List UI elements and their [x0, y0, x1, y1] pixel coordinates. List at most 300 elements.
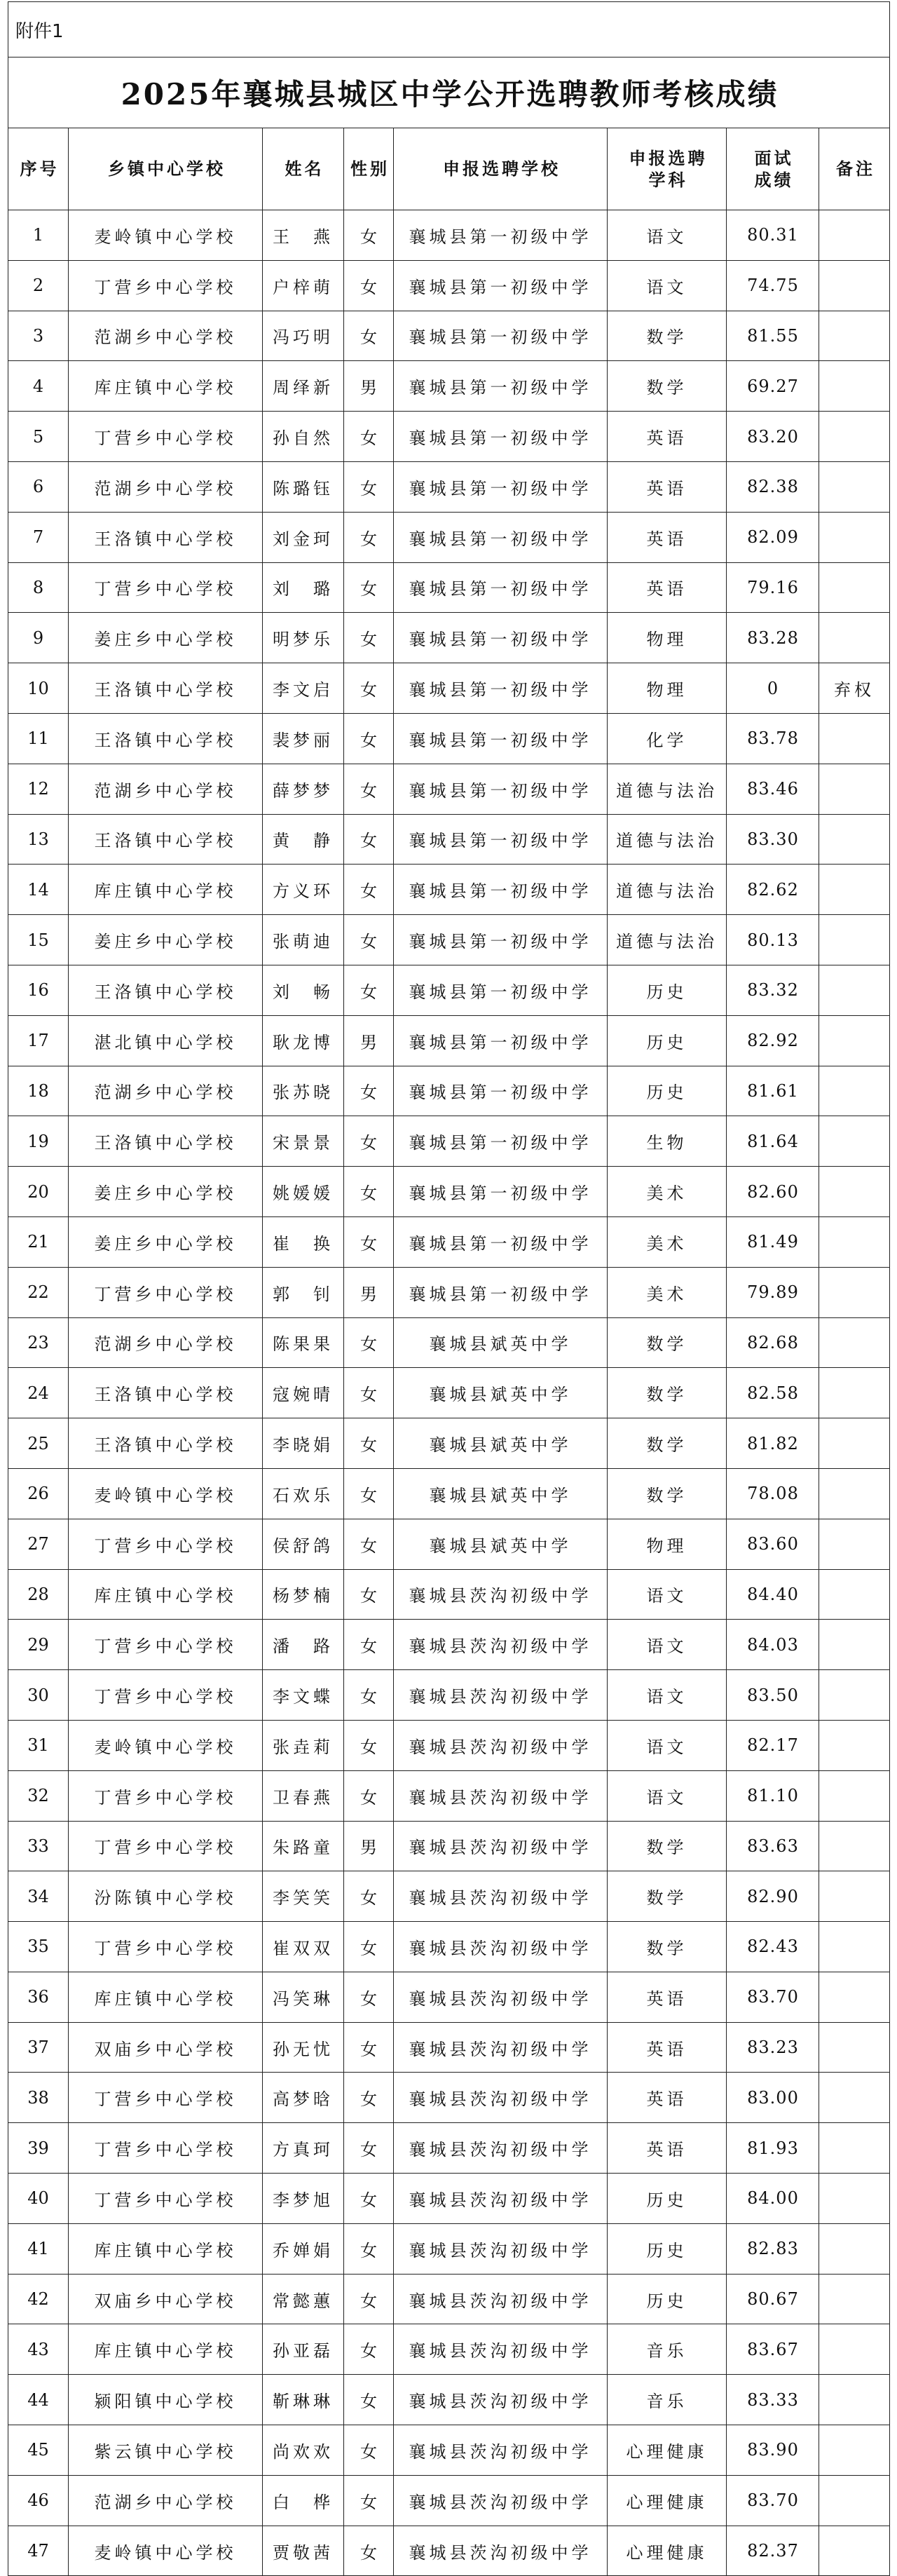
- cell-town-school: 麦岭镇中心学校: [69, 1468, 263, 1519]
- cell-name: 李文启: [263, 663, 344, 714]
- cell-remark: [819, 1317, 890, 1368]
- cell-town-school: 王洛镇中心学校: [69, 512, 263, 562]
- cell-subject: 英语: [608, 512, 727, 562]
- cell-name: 刘 璐: [263, 562, 344, 613]
- cell-town-school: 库庄镇中心学校: [69, 1972, 263, 2022]
- cell-score: 83.33: [727, 2375, 819, 2425]
- cell-remark: [819, 1519, 890, 1569]
- cell-target-school: 襄城县第一初级中学: [394, 1116, 608, 1167]
- cell-subject: 历史: [608, 2174, 727, 2224]
- cell-subject: 音乐: [608, 2324, 727, 2375]
- cell-name: 黄 静: [263, 814, 344, 865]
- cell-town-school: 姜庄乡中心学校: [69, 915, 263, 965]
- cell-target-school: 襄城县第一初级中学: [394, 915, 608, 965]
- cell-town-school: 丁营乡中心学校: [69, 412, 263, 462]
- cell-target-school: 襄城县茨沟初级中学: [394, 2174, 608, 2224]
- cell-gender: 女: [344, 2526, 394, 2576]
- cell-score: 81.64: [727, 1116, 819, 1167]
- header-score: [727, 128, 819, 210]
- cell-target-school: 襄城县第一初级中学: [394, 311, 608, 361]
- table-row: [8, 764, 890, 814]
- cell-gender: 女: [344, 1519, 394, 1569]
- cell-score: 82.68: [727, 1317, 819, 1368]
- table-row: [8, 2123, 890, 2174]
- cell-town-school: 丁营乡中心学校: [69, 2123, 263, 2174]
- cell-seq: 43: [8, 2324, 69, 2375]
- cell-subject: 数学: [608, 1418, 727, 1469]
- cell-seq: 8: [8, 562, 69, 613]
- cell-gender: 女: [344, 1418, 394, 1469]
- table-row: [8, 1216, 890, 1267]
- cell-town-school: 王洛镇中心学校: [69, 1418, 263, 1469]
- cell-target-school: 襄城县茨沟初级中学: [394, 2375, 608, 2425]
- table-row: [8, 1116, 890, 1167]
- cell-remark: [819, 814, 890, 865]
- cell-gender: 女: [344, 663, 394, 714]
- cell-town-school: 颍阳镇中心学校: [69, 2375, 263, 2425]
- cell-town-school: 王洛镇中心学校: [69, 965, 263, 1015]
- cell-town-school: 双庙乡中心学校: [69, 2022, 263, 2073]
- cell-town-school: 丁营乡中心学校: [69, 260, 263, 311]
- cell-town-school: 紫云镇中心学校: [69, 2425, 263, 2476]
- cell-gender: 女: [344, 2274, 394, 2324]
- cell-town-school: 丁营乡中心学校: [69, 2073, 263, 2123]
- cell-remark: [819, 1216, 890, 1267]
- cell-score: 83.67: [727, 2324, 819, 2375]
- cell-gender: 女: [344, 1116, 394, 1167]
- cell-seq: 20: [8, 1167, 69, 1217]
- cell-seq: 29: [8, 1620, 69, 1670]
- cell-name: 乔婵娟: [263, 2223, 344, 2274]
- cell-town-school: 王洛镇中心学校: [69, 1116, 263, 1167]
- cell-gender: 女: [344, 915, 394, 965]
- cell-subject: 道德与法治: [608, 764, 727, 814]
- cell-seq: 37: [8, 2022, 69, 2073]
- table-row: [8, 1972, 890, 2022]
- cell-score: 82.60: [727, 1167, 819, 1217]
- cell-seq: 18: [8, 1066, 69, 1116]
- header-name: 姓名: [263, 128, 344, 210]
- cell-town-school: 库庄镇中心学校: [69, 1569, 263, 1620]
- cell-score: 78.08: [727, 1468, 819, 1519]
- cell-gender: 女: [344, 713, 394, 764]
- cell-remark: [819, 2475, 890, 2526]
- cell-name: 李晓娟: [263, 1418, 344, 1469]
- cell-score: 83.28: [727, 613, 819, 663]
- cell-target-school: 襄城县第一初级中学: [394, 663, 608, 714]
- table-row: [8, 1015, 890, 1066]
- cell-name: 常懿蕙: [263, 2274, 344, 2324]
- cell-score: 84.00: [727, 2174, 819, 2224]
- cell-subject: 美术: [608, 1167, 727, 1217]
- cell-target-school: 襄城县第一初级中学: [394, 1015, 608, 1066]
- cell-remark: [819, 1871, 890, 1922]
- cell-remark: [819, 613, 890, 663]
- cell-score: 79.16: [727, 562, 819, 613]
- table-row: [8, 2022, 890, 2073]
- table-row: [8, 2526, 890, 2576]
- cell-seq: 24: [8, 1368, 69, 1418]
- cell-gender: 女: [344, 311, 394, 361]
- cell-remark: [819, 562, 890, 613]
- cell-target-school: 襄城县茨沟初级中学: [394, 1922, 608, 1972]
- cell-town-school: 范湖乡中心学校: [69, 764, 263, 814]
- cell-town-school: 库庄镇中心学校: [69, 865, 263, 915]
- cell-remark: [819, 1670, 890, 1721]
- cell-target-school: 襄城县第一初级中学: [394, 1216, 608, 1267]
- cell-gender: 女: [344, 2123, 394, 2174]
- cell-subject: 数学: [608, 1368, 727, 1418]
- cell-score: 83.00: [727, 2073, 819, 2123]
- cell-name: 李笑笑: [263, 1871, 344, 1922]
- cell-seq: 7: [8, 512, 69, 562]
- cell-remark: [819, 2375, 890, 2425]
- cell-score: 69.27: [727, 361, 819, 412]
- table-row: [8, 461, 890, 512]
- cell-score: 83.70: [727, 2475, 819, 2526]
- cell-seq: 15: [8, 915, 69, 965]
- header-subject-line2: 学科: [648, 170, 688, 190]
- cell-seq: 47: [8, 2526, 69, 2576]
- cell-score: 80.67: [727, 2274, 819, 2324]
- header-score-line2: 成绩: [754, 170, 794, 190]
- cell-target-school: 襄城县茨沟初级中学: [394, 1670, 608, 1721]
- cell-gender: 女: [344, 1620, 394, 1670]
- cell-town-school: 姜庄乡中心学校: [69, 1216, 263, 1267]
- cell-subject: 历史: [608, 2274, 727, 2324]
- cell-name: 朱路童: [263, 1821, 344, 1871]
- cell-target-school: 襄城县茨沟初级中学: [394, 2526, 608, 2576]
- cell-subject: 数学: [608, 1317, 727, 1368]
- cell-target-school: 襄城县第一初级中学: [394, 613, 608, 663]
- cell-name: 孙亚磊: [263, 2324, 344, 2375]
- table-row: [8, 1770, 890, 1821]
- cell-name: 高梦晗: [263, 2073, 344, 2123]
- cell-subject: 语文: [608, 1670, 727, 1721]
- cell-subject: 物理: [608, 663, 727, 714]
- cell-town-school: 丁营乡中心学校: [69, 1620, 263, 1670]
- cell-subject: 英语: [608, 562, 727, 613]
- table-row: [8, 713, 890, 764]
- cell-name: 周绎新: [263, 361, 344, 412]
- cell-remark: [819, 1418, 890, 1469]
- cell-seq: 3: [8, 311, 69, 361]
- cell-subject: 心理健康: [608, 2425, 727, 2476]
- cell-seq: 25: [8, 1418, 69, 1469]
- cell-remark: [819, 412, 890, 462]
- cell-gender: 女: [344, 562, 394, 613]
- cell-seq: 19: [8, 1116, 69, 1167]
- cell-town-school: 丁营乡中心学校: [69, 2174, 263, 2224]
- cell-town-school: 范湖乡中心学校: [69, 461, 263, 512]
- cell-remark: [819, 1770, 890, 1821]
- table-row: [8, 412, 890, 462]
- cell-subject: 语文: [608, 1569, 727, 1620]
- cell-name: 杨梦楠: [263, 1569, 344, 1620]
- cell-seq: 39: [8, 2123, 69, 2174]
- cell-town-school: 麦岭镇中心学校: [69, 210, 263, 261]
- cell-target-school: 襄城县茨沟初级中学: [394, 1720, 608, 1770]
- cell-score: 83.50: [727, 1670, 819, 1721]
- table-row: [8, 915, 890, 965]
- table-row: [8, 1267, 890, 1317]
- header-gender: 性别: [344, 128, 394, 210]
- cell-remark: [819, 1167, 890, 1217]
- cell-subject: 历史: [608, 2223, 727, 2274]
- cell-score: 81.82: [727, 1418, 819, 1469]
- cell-seq: 11: [8, 713, 69, 764]
- cell-seq: 45: [8, 2425, 69, 2476]
- cell-subject: 数学: [608, 311, 727, 361]
- cell-remark: [819, 764, 890, 814]
- cell-target-school: 襄城县第一初级中学: [394, 461, 608, 512]
- cell-remark: [819, 361, 890, 412]
- cell-town-school: 王洛镇中心学校: [69, 814, 263, 865]
- table-row: [8, 865, 890, 915]
- cell-gender: 女: [344, 965, 394, 1015]
- cell-seq: 34: [8, 1871, 69, 1922]
- cell-score: 82.43: [727, 1922, 819, 1972]
- cell-score: 82.37: [727, 2526, 819, 2576]
- header-target-school: 申报选聘学校: [394, 128, 608, 210]
- cell-seq: 40: [8, 2174, 69, 2224]
- cell-target-school: 襄城县第一初级中学: [394, 210, 608, 261]
- cell-score: 81.49: [727, 1216, 819, 1267]
- cell-town-school: 王洛镇中心学校: [69, 663, 263, 714]
- cell-name: 明梦乐: [263, 613, 344, 663]
- cell-town-school: 湛北镇中心学校: [69, 1015, 263, 1066]
- cell-town-school: 库庄镇中心学校: [69, 2223, 263, 2274]
- table-row: [8, 814, 890, 865]
- attachment-row: [8, 2, 890, 57]
- cell-subject: 道德与法治: [608, 865, 727, 915]
- cell-remark: [819, 210, 890, 261]
- cell-target-school: 襄城县斌英中学: [394, 1317, 608, 1368]
- table-row: [8, 1720, 890, 1770]
- cell-subject: 语文: [608, 1620, 727, 1670]
- cell-name: 陈果果: [263, 1317, 344, 1368]
- cell-gender: 女: [344, 2223, 394, 2274]
- cell-town-school: 汾陈镇中心学校: [69, 1871, 263, 1922]
- cell-name: 刘金珂: [263, 512, 344, 562]
- cell-remark: [819, 512, 890, 562]
- cell-subject: 历史: [608, 1015, 727, 1066]
- cell-remark: [819, 915, 890, 965]
- cell-town-school: 丁营乡中心学校: [69, 1267, 263, 1317]
- cell-target-school: 襄城县茨沟初级中学: [394, 2324, 608, 2375]
- cell-seq: 5: [8, 412, 69, 462]
- cell-subject: 心理健康: [608, 2526, 727, 2576]
- cell-score: 82.90: [727, 1871, 819, 1922]
- cell-gender: 女: [344, 1720, 394, 1770]
- cell-remark: [819, 1972, 890, 2022]
- cell-subject: 英语: [608, 2073, 727, 2123]
- header-score-line1: 面试: [754, 147, 794, 168]
- table-row: [8, 2073, 890, 2123]
- cell-town-school: 丁营乡中心学校: [69, 562, 263, 613]
- cell-gender: 女: [344, 764, 394, 814]
- cell-seq: 10: [8, 663, 69, 714]
- cell-subject: 美术: [608, 1267, 727, 1317]
- cell-gender: 女: [344, 814, 394, 865]
- cell-name: 孙自然: [263, 412, 344, 462]
- cell-score: 81.55: [727, 311, 819, 361]
- cell-subject: 英语: [608, 412, 727, 462]
- cell-name: 白 桦: [263, 2475, 344, 2526]
- cell-name: 侯舒鸽: [263, 1519, 344, 1569]
- cell-subject: 心理健康: [608, 2475, 727, 2526]
- cell-name: 姚媛媛: [263, 1167, 344, 1217]
- cell-target-school: 襄城县斌英中学: [394, 1519, 608, 1569]
- cell-name: 孙无忧: [263, 2022, 344, 2073]
- cell-score: 83.70: [727, 1972, 819, 2022]
- title-row: [8, 57, 890, 128]
- table-row: [8, 2274, 890, 2324]
- cell-gender: 女: [344, 260, 394, 311]
- cell-gender: 男: [344, 1015, 394, 1066]
- cell-name: 张萌迪: [263, 915, 344, 965]
- table-row: [8, 562, 890, 613]
- cell-target-school: 襄城县茨沟初级中学: [394, 1770, 608, 1821]
- cell-remark: [819, 1569, 890, 1620]
- cell-town-school: 姜庄乡中心学校: [69, 613, 263, 663]
- cell-remark: [819, 1620, 890, 1670]
- cell-seq: 26: [8, 1468, 69, 1519]
- cell-name: 崔双双: [263, 1922, 344, 1972]
- cell-remark: [819, 713, 890, 764]
- cell-seq: 38: [8, 2073, 69, 2123]
- cell-name: 户梓萌: [263, 260, 344, 311]
- table-row: [8, 2375, 890, 2425]
- cell-town-school: 范湖乡中心学校: [69, 2475, 263, 2526]
- cell-score: 83.46: [727, 764, 819, 814]
- cell-subject: 语文: [608, 210, 727, 261]
- cell-gender: 女: [344, 1972, 394, 2022]
- cell-subject: 语文: [608, 1720, 727, 1770]
- cell-score: 79.89: [727, 1267, 819, 1317]
- cell-name: 宋景景: [263, 1116, 344, 1167]
- cell-remark: [819, 1720, 890, 1770]
- header-row: [8, 128, 890, 210]
- cell-subject: 英语: [608, 2022, 727, 2073]
- header-subject-line1: 申报选聘: [629, 147, 708, 168]
- cell-score: 83.78: [727, 713, 819, 764]
- cell-target-school: 襄城县斌英中学: [394, 1418, 608, 1469]
- cell-target-school: 襄城县第一初级中学: [394, 1267, 608, 1317]
- table-row: [8, 965, 890, 1015]
- cell-remark: [819, 1368, 890, 1418]
- cell-seq: 36: [8, 1972, 69, 2022]
- cell-subject: 数学: [608, 1922, 727, 1972]
- score-table: [8, 1, 890, 2576]
- cell-name: 王 燕: [263, 210, 344, 261]
- cell-remark: [819, 1066, 890, 1116]
- cell-subject: 音乐: [608, 2375, 727, 2425]
- cell-target-school: 襄城县茨沟初级中学: [394, 2274, 608, 2324]
- table-row: [8, 1922, 890, 1972]
- cell-score: 83.20: [727, 412, 819, 462]
- cell-seq: 6: [8, 461, 69, 512]
- table-row: [8, 260, 890, 311]
- cell-score: 82.09: [727, 512, 819, 562]
- table-head: [8, 2, 890, 210]
- cell-target-school: 襄城县第一初级中学: [394, 1066, 608, 1116]
- table-row: [8, 210, 890, 261]
- cell-gender: 女: [344, 1871, 394, 1922]
- cell-town-school: 王洛镇中心学校: [69, 713, 263, 764]
- cell-score: 83.32: [727, 965, 819, 1015]
- cell-remark: [819, 2123, 890, 2174]
- cell-gender: 女: [344, 512, 394, 562]
- cell-gender: 女: [344, 1770, 394, 1821]
- cell-target-school: 襄城县第一初级中学: [394, 260, 608, 311]
- cell-target-school: 襄城县茨沟初级中学: [394, 2073, 608, 2123]
- cell-remark: [819, 2223, 890, 2274]
- cell-target-school: 襄城县第一初级中学: [394, 764, 608, 814]
- cell-remark: [819, 2022, 890, 2073]
- cell-name: 贾敬茜: [263, 2526, 344, 2576]
- cell-target-school: 襄城县第一初级中学: [394, 965, 608, 1015]
- table-row: [8, 2425, 890, 2476]
- cell-name: 方真珂: [263, 2123, 344, 2174]
- cell-gender: 女: [344, 2375, 394, 2425]
- cell-score: 82.17: [727, 1720, 819, 1770]
- cell-remark: 弃权: [819, 663, 890, 714]
- table-row: [8, 2324, 890, 2375]
- cell-name: 尚欢欢: [263, 2425, 344, 2476]
- cell-remark: [819, 1922, 890, 1972]
- cell-remark: [819, 2324, 890, 2375]
- cell-gender: 女: [344, 1569, 394, 1620]
- cell-name: 李文蝶: [263, 1670, 344, 1721]
- cell-town-school: 麦岭镇中心学校: [69, 2526, 263, 2576]
- cell-seq: 22: [8, 1267, 69, 1317]
- table-row: [8, 1418, 890, 1469]
- table-row: [8, 1821, 890, 1871]
- cell-score: 74.75: [727, 260, 819, 311]
- cell-score: 84.40: [727, 1569, 819, 1620]
- cell-seq: 46: [8, 2475, 69, 2526]
- cell-town-school: 丁营乡中心学校: [69, 1519, 263, 1569]
- table-row: [8, 1167, 890, 1217]
- cell-seq: 16: [8, 965, 69, 1015]
- cell-seq: 27: [8, 1519, 69, 1569]
- cell-score: 82.62: [727, 865, 819, 915]
- cell-gender: 男: [344, 1267, 394, 1317]
- table-row: [8, 1569, 890, 1620]
- cell-target-school: 襄城县第一初级中学: [394, 562, 608, 613]
- cell-remark: [819, 1015, 890, 1066]
- cell-remark: [819, 2526, 890, 2576]
- cell-gender: 女: [344, 2174, 394, 2224]
- cell-subject: 数学: [608, 361, 727, 412]
- cell-subject: 道德与法治: [608, 814, 727, 865]
- cell-target-school: 襄城县茨沟初级中学: [394, 1569, 608, 1620]
- cell-seq: 35: [8, 1922, 69, 1972]
- cell-remark: [819, 311, 890, 361]
- cell-subject: 语文: [608, 260, 727, 311]
- cell-score: 80.13: [727, 915, 819, 965]
- cell-gender: 女: [344, 2425, 394, 2476]
- cell-town-school: 范湖乡中心学校: [69, 1066, 263, 1116]
- cell-seq: 32: [8, 1770, 69, 1821]
- cell-name: 张垚莉: [263, 1720, 344, 1770]
- cell-gender: 女: [344, 461, 394, 512]
- cell-score: 83.30: [727, 814, 819, 865]
- cell-gender: 男: [344, 361, 394, 412]
- cell-target-school: 襄城县茨沟初级中学: [394, 1871, 608, 1922]
- cell-name: 张苏晓: [263, 1066, 344, 1116]
